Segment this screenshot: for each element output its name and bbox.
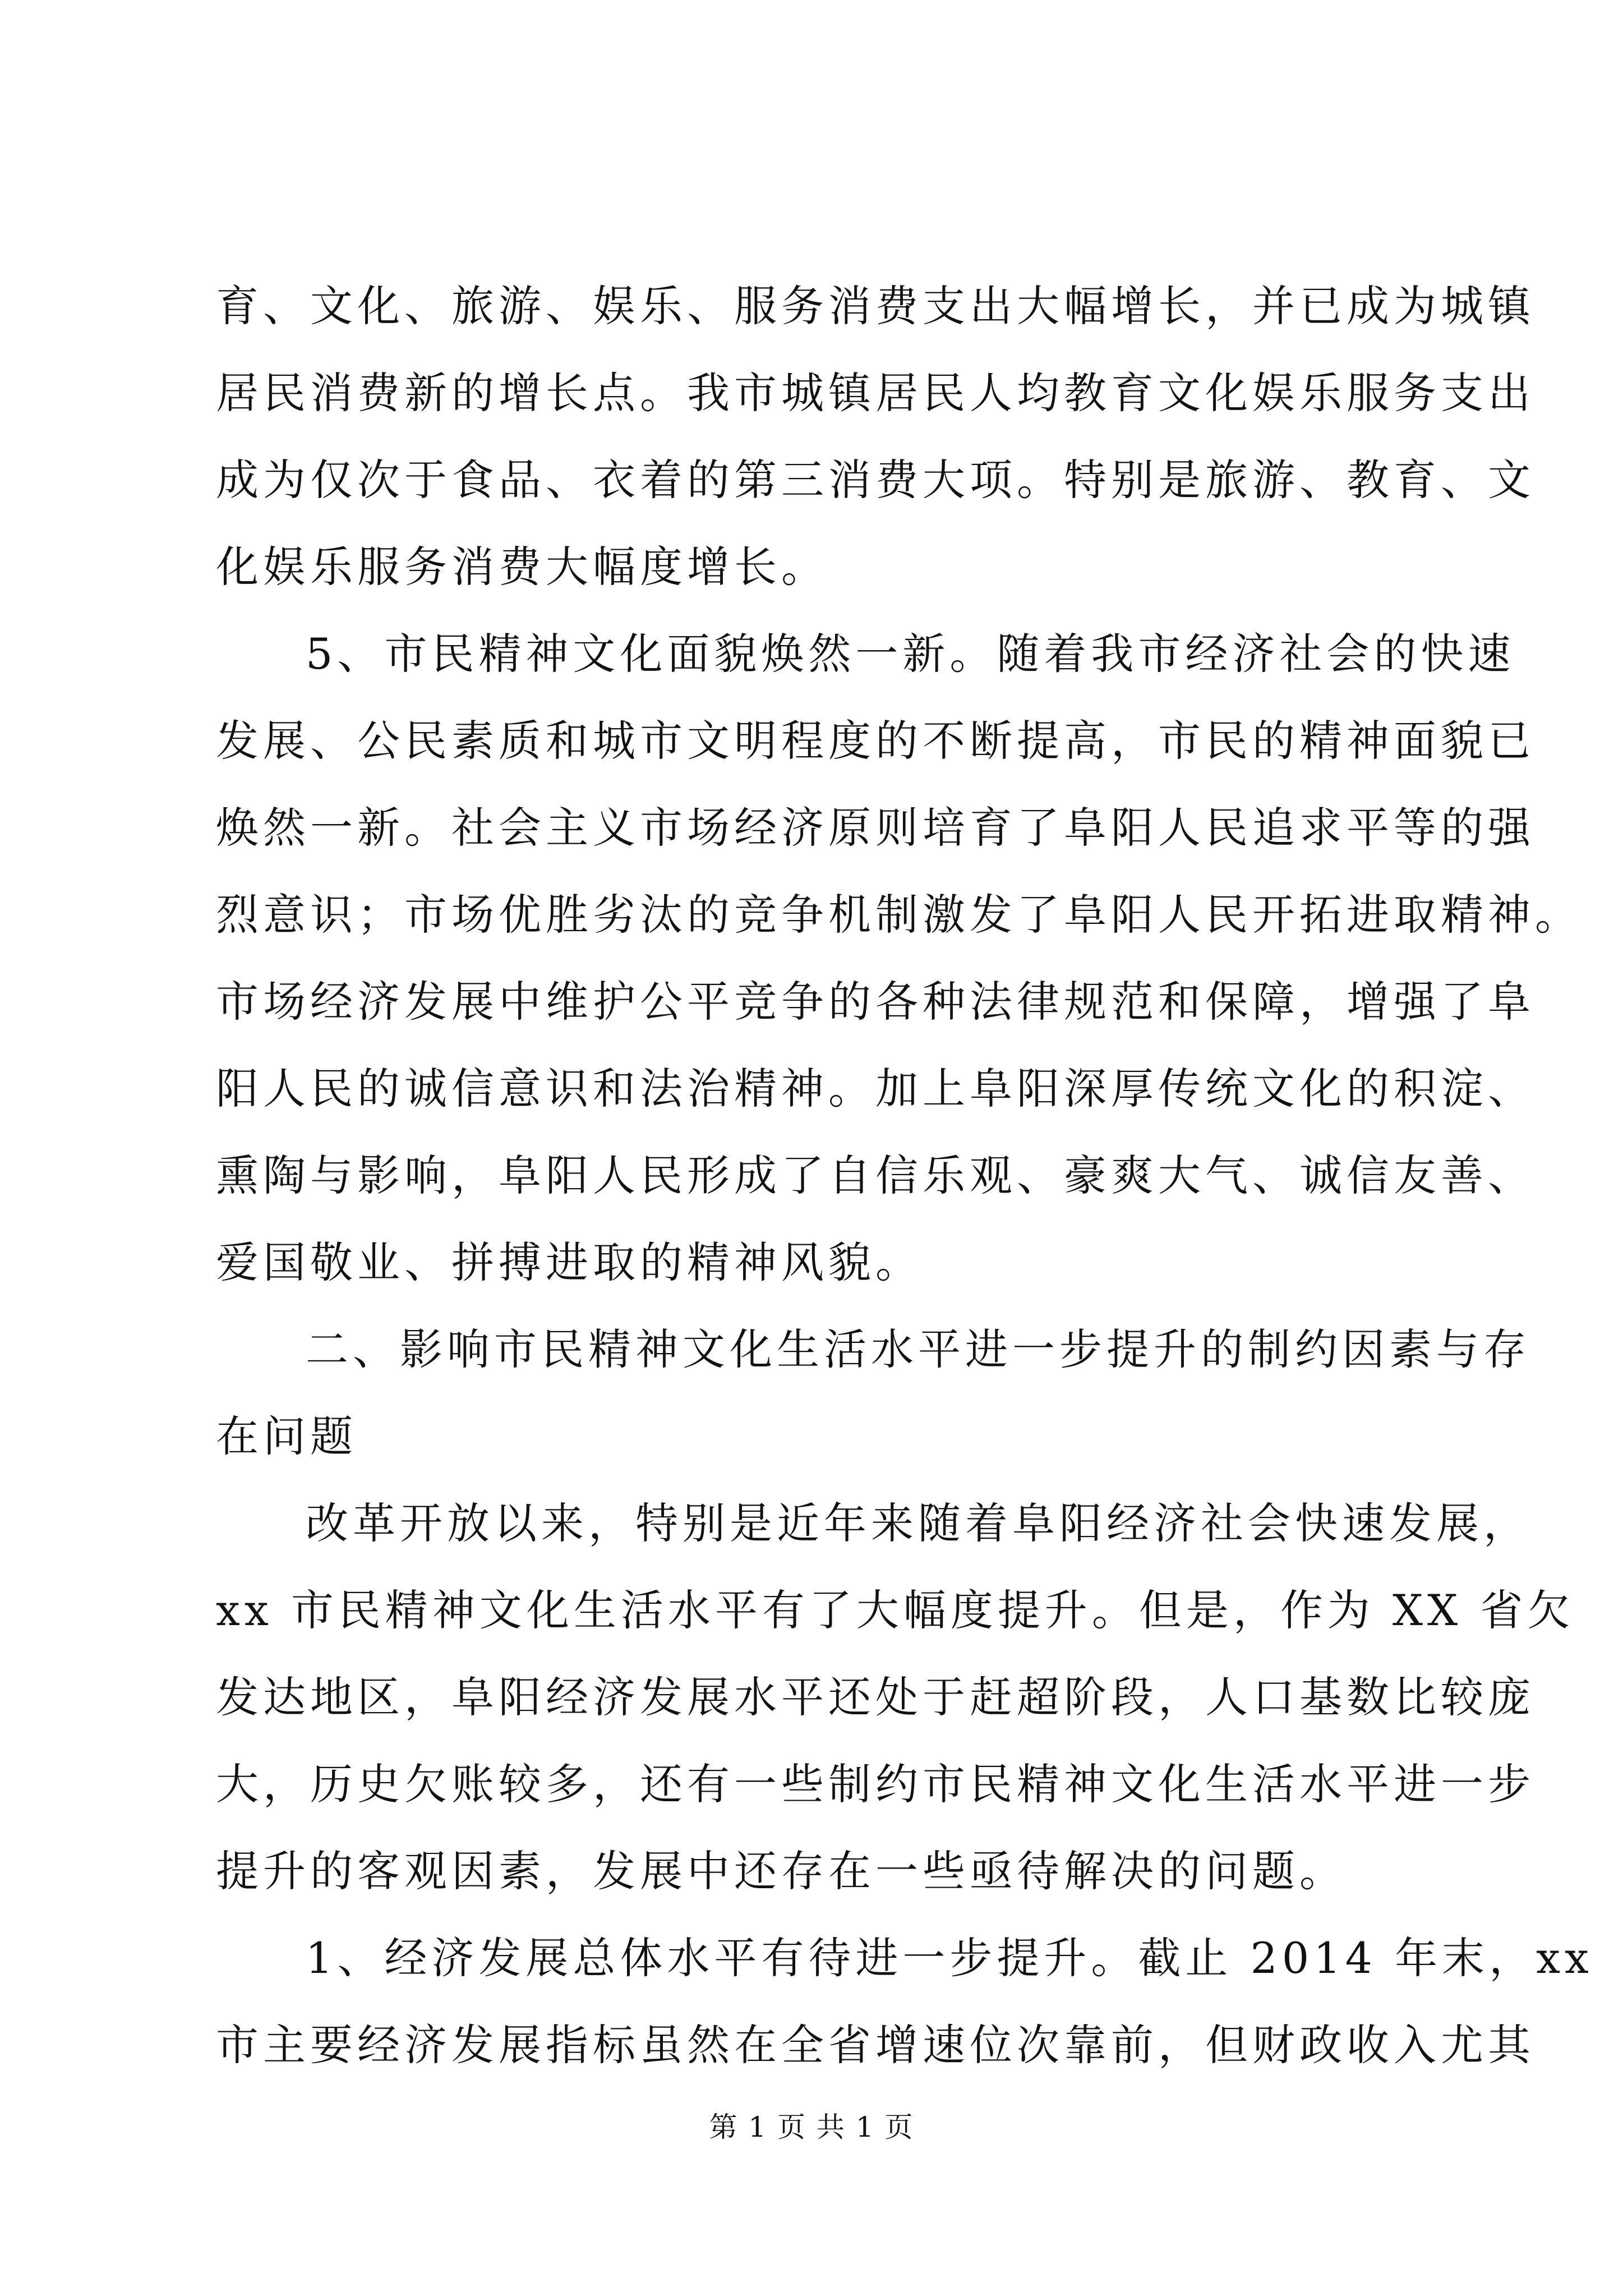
text-line: 发展、公民素质和城市文明程度的不断提高，市民的精神面貌已	[216, 716, 1535, 766]
text-line: 提升的客观因素，发展中还存在一些亟待解决的问题。	[216, 1846, 1347, 1896]
text-line: 二、影响市民精神文化生活水平进一步提升的制约因素与存	[306, 1324, 1530, 1374]
text-line: 发达地区，阜阳经济发展水平还处于赶超阶段，人口基数比较庞	[216, 1672, 1535, 1722]
text-line: 育、文化、旅游、娱乐、服务消费支出大幅增长，并已成为城镇	[216, 281, 1535, 331]
text-line: 在问题	[216, 1411, 357, 1461]
text-line: 居民消费新的增长点。我市城镇居民人均教育文化娱乐服务支出	[216, 368, 1535, 418]
text-line: 成为仅次于食品、衣着的第三消费大项。特别是旅游、教育、文	[216, 455, 1535, 505]
text-line: 5、市民精神文化面貌焕然一新。随着我市经济社会的快速	[306, 629, 1515, 679]
text-line: 市主要经济发展指标虽然在全省增速位次靠前，但财政收入尤其	[216, 2020, 1535, 2070]
text-line: 爱国敬业、拼搏进取的精神风貌。	[216, 1237, 923, 1287]
text-line: 化娱乐服务消费大幅度增长。	[216, 542, 828, 592]
paragraph-text	[216, 263, 1535, 610]
text-line: 改革开放以来，特别是近年来随着阜阳经济社会快速发展，	[306, 1498, 1530, 1548]
text-line: 熏陶与影响，阜阳人民形成了自信乐观、豪爽大气、诚信友善、	[216, 1151, 1535, 1200]
text-line: xx 市民精神文化生活水平有了大幅度提升。但是，作为 XX 省欠	[216, 1585, 1575, 1635]
document-body	[216, 263, 1593, 2088]
text-line: 大，历史欠账较多，还有一些制约市民精神文化生活水平进一步	[216, 1759, 1535, 1809]
text-line: 市场经济发展中维护公平竞争的各种法律规范和保障，增强了阜	[216, 977, 1535, 1027]
text-line: 阳人民的诚信意识和法治精神。加上阜阳深厚传统文化的积淀、	[216, 1064, 1535, 1114]
text-line: 1、经济发展总体水平有待进一步提升。截止 2014 年末，xx	[306, 1933, 1593, 1983]
paragraph-text	[216, 1915, 1593, 2088]
text-line: 焕然一新。社会主义市场经济原则培育了阜阳人民追求平等的强	[216, 803, 1535, 853]
paragraph-text	[216, 1480, 1575, 1915]
section-heading	[216, 1306, 1530, 1480]
page-footer: 第 1 页 共 1 页	[709, 2111, 914, 2143]
text-line: 烈意识；市场优胜劣汰的竞争机制激发了阜阳人民开拓进取精神。	[216, 890, 1582, 940]
paragraph-text	[216, 610, 1582, 1306]
